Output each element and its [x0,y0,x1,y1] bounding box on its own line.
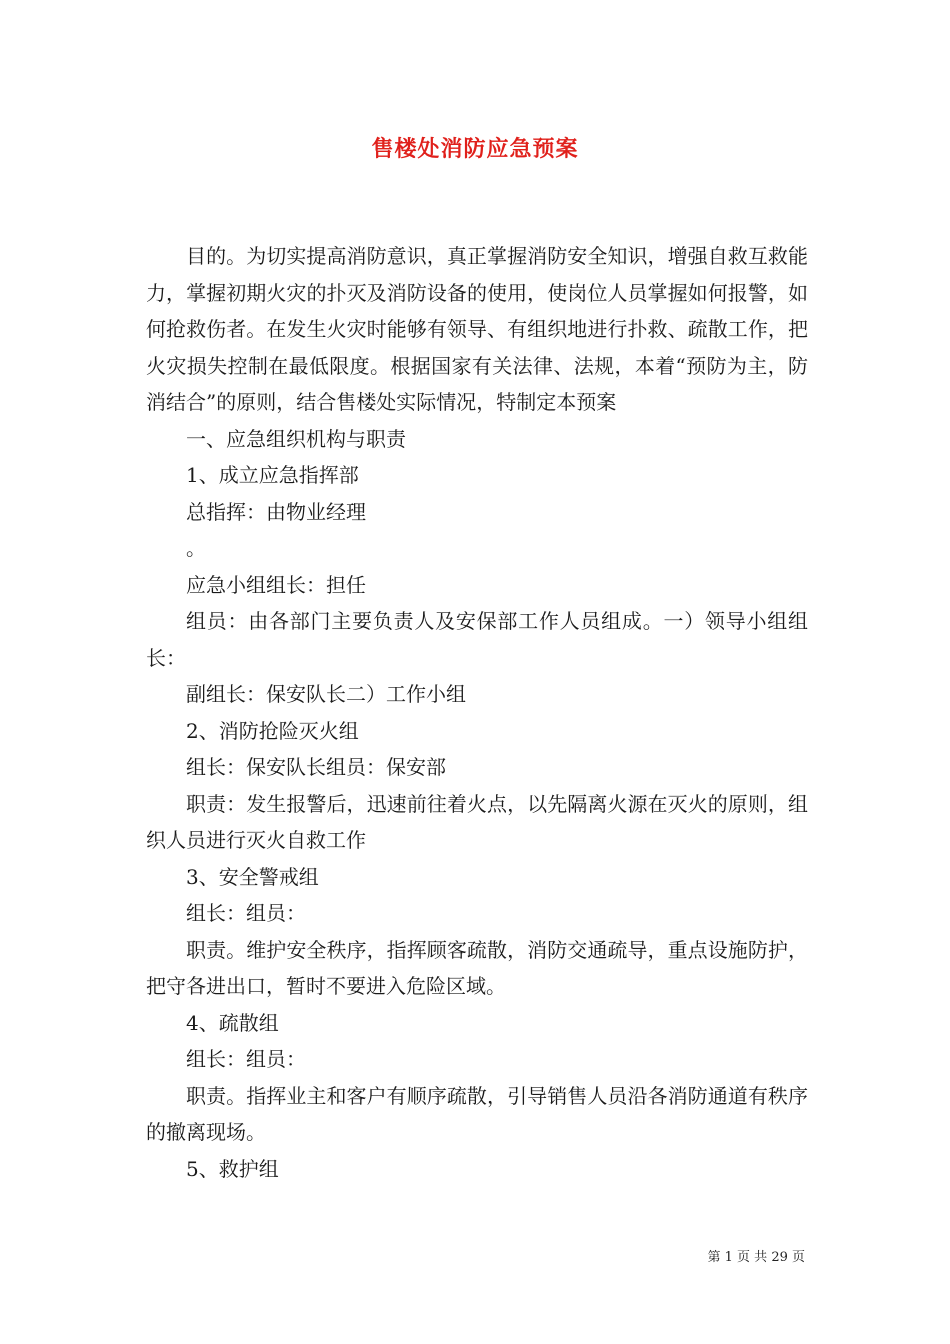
subsection-evacuation-group: 4、疏散组 [186,1010,279,1035]
paragraph-firefighting-members: 组长：保安队长组员：保安部 [186,755,446,779]
paragraph-commander: 总指挥：由物业经理 [186,499,366,524]
page-number-footer: 第 1 页 共 29 页 [707,1250,805,1265]
paragraph-evacuation-duty: 职责。指挥业主和客户有顺序疏散，引导销售人员沿各消防通道有秩序的撤离现场。 [146,1083,808,1144]
subsection-firefighting-group: 2、消防抢险灭火组 [186,718,359,743]
paragraph-period: 。 [186,536,206,560]
paragraph-evacuation-members: 组长：组员： [186,1047,306,1071]
paragraph-purpose: 目的。为切实提高消防意识，真正掌握消防安全知识，增强自救互救能力，掌握初期火灾的扑灭及消防设备的使用，使岗位人员掌握如何报警，如何抢救伤者。在发生火灾时能够有领导、有组织地进行扑救、疏散工作，把火灾损失控制在最低限度。根据国家有关法律、法规，本着“预防为主，防消结合”的原则，结合售楼处实际情况，特制定本预案 [146,244,808,414]
paragraph-group-leader: 应急小组组长：担任 [186,572,366,597]
subsection-rescue-group: 5、救护组 [186,1156,279,1181]
document-title: 售楼处消防应急预案 [371,136,579,162]
subsection-security-group: 3、安全警戒组 [186,864,319,889]
section-heading-organization: 一、应急组织机构与职责 [186,426,406,451]
subsection-command-center: 1、成立应急指挥部 [186,463,359,487]
paragraph-firefighting-duty: 职责：发生报警后，迅速前往着火点，以先隔离火源在灭火的原则，组织人员进行灭火自救工作 [146,791,808,852]
paragraph-deputy-leader: 副组长：保安队长二）工作小组 [186,682,466,706]
document-body [146,238,808,1187]
paragraph-security-duty: 职责。维护安全秩序，指挥顾客疏散，消防交通疏导，重点设施防护，把守各进出口，暂时不要进入危险区域。 [146,937,808,998]
paragraph-security-members: 组长：组员： [186,901,306,925]
paragraph-members: 组员：由各部门主要负责人及安保部工作人员组成。一）领导小组组长： [146,609,808,670]
